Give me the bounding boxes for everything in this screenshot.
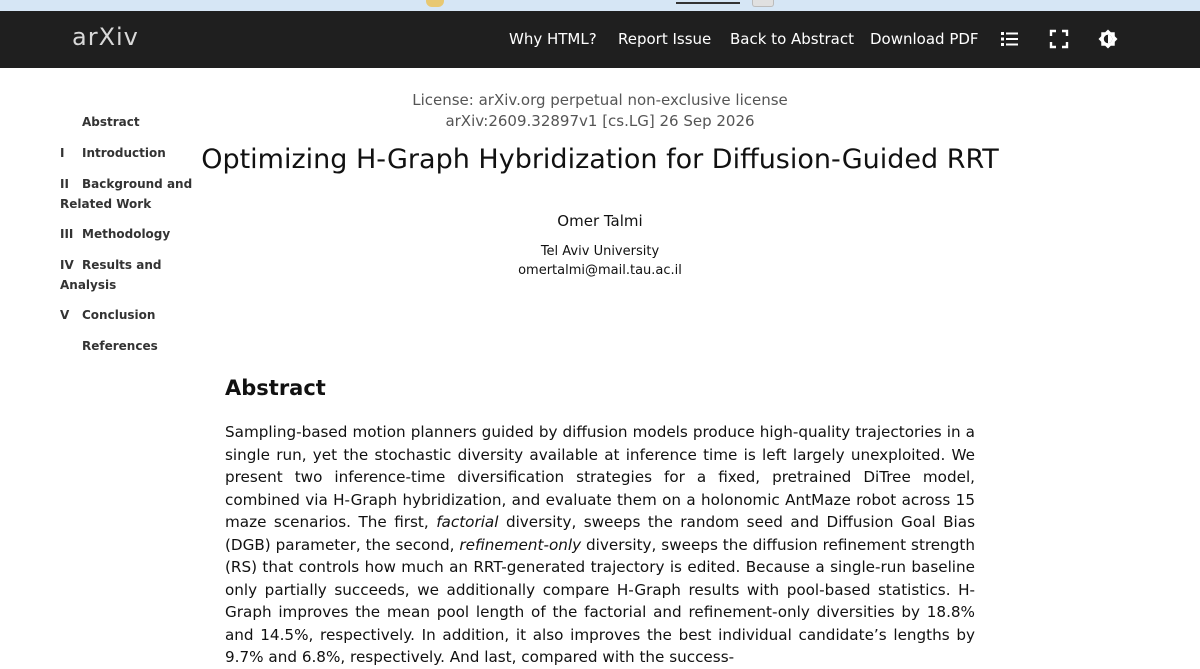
banner-link[interactable] — [676, 0, 740, 4]
navbar — [0, 11, 1200, 68]
arxiv-identifier: arXiv:2609.32897v1 [cs.LG] 26 Sep 2026 — [445, 112, 755, 130]
download-pdf-link[interactable]: Download PDF — [870, 30, 979, 48]
abstract-part-3: diversity, sweeps the diffusion refinement strength (RS) that controls how much an RRT-generated trajectory is edited. Because a single-run baseline only partially succeeds, we additionally compare H-Graph results with pool-based statistics. H-Graph improves the mean pool length of the factorial and refinement-only diversities by 18.8% and 14.5%, respectively. In addition, it also improves the best individual candidate’s lengths by 9.7% and 6.8%, respectively. And last, compared with the success- — [225, 535, 976, 666]
license-line[interactable]: License: arXiv.org perpetual non-exclusive license — [412, 91, 788, 109]
author-email[interactable]: omertalmi@mail.tau.ac.il — [518, 263, 682, 278]
back-to-abstract-link[interactable]: Back to Abstract — [730, 30, 854, 48]
banner-emoji-icon — [426, 0, 444, 7]
abstract-emphasis-refinement: refinement-only — [459, 535, 582, 554]
toc-item-background[interactable]: II Background and Related Work — [60, 177, 193, 211]
abstract-part-2: diversity, sweeps the random seed and Diffusion Goal Bias (DGB) parameter, the second, — [225, 513, 975, 554]
abstract-heading: Abstract — [225, 376, 326, 400]
report-issue-link[interactable]: Report Issue — [618, 30, 712, 48]
author-affiliation: Tel Aviv University — [540, 244, 660, 259]
abstract-text — [225, 421, 975, 669]
fullscreen-icon[interactable] — [1048, 28, 1070, 50]
toc-item-results[interactable]: IV Results and Analysis — [60, 258, 162, 292]
toc-item-conclusion[interactable]: V Conclusion — [60, 308, 156, 322]
why-html-link[interactable]: Why HTML? — [509, 30, 597, 48]
toc-item-introduction[interactable]: I Introduction — [60, 146, 166, 160]
theme-toggle-icon[interactable] — [1097, 28, 1119, 50]
arxiv-logo[interactable]: arXiv — [72, 23, 139, 51]
abstract-emphasis-factorial: factorial — [436, 513, 499, 531]
toc-item-references[interactable]: References — [82, 339, 158, 353]
toc-item-methodology[interactable]: III Methodology — [60, 227, 171, 241]
list-icon[interactable] — [999, 28, 1021, 50]
top-banner — [0, 0, 1200, 11]
paper-title: Optimizing H-Graph Hybridization for Diffusion-Guided RRT — [201, 144, 999, 175]
abstract-part-1: Sampling-based motion planners guided by diffusion models produce high-quality trajectories in a single run, yet the stochastic diversity available at inference time is left largely unexploited. We present two inference-time diversification strategies for a fixed, pretrained DiTree model, combined via H-Graph hybridization, and evaluate them on a holonomic AntMaze robot across 15 maze scenarios. The first, — [225, 423, 975, 531]
banner-close-button[interactable] — [752, 0, 774, 7]
author-name: Omer Talmi — [557, 212, 643, 230]
toc-item-abstract[interactable]: Abstract — [82, 115, 140, 129]
